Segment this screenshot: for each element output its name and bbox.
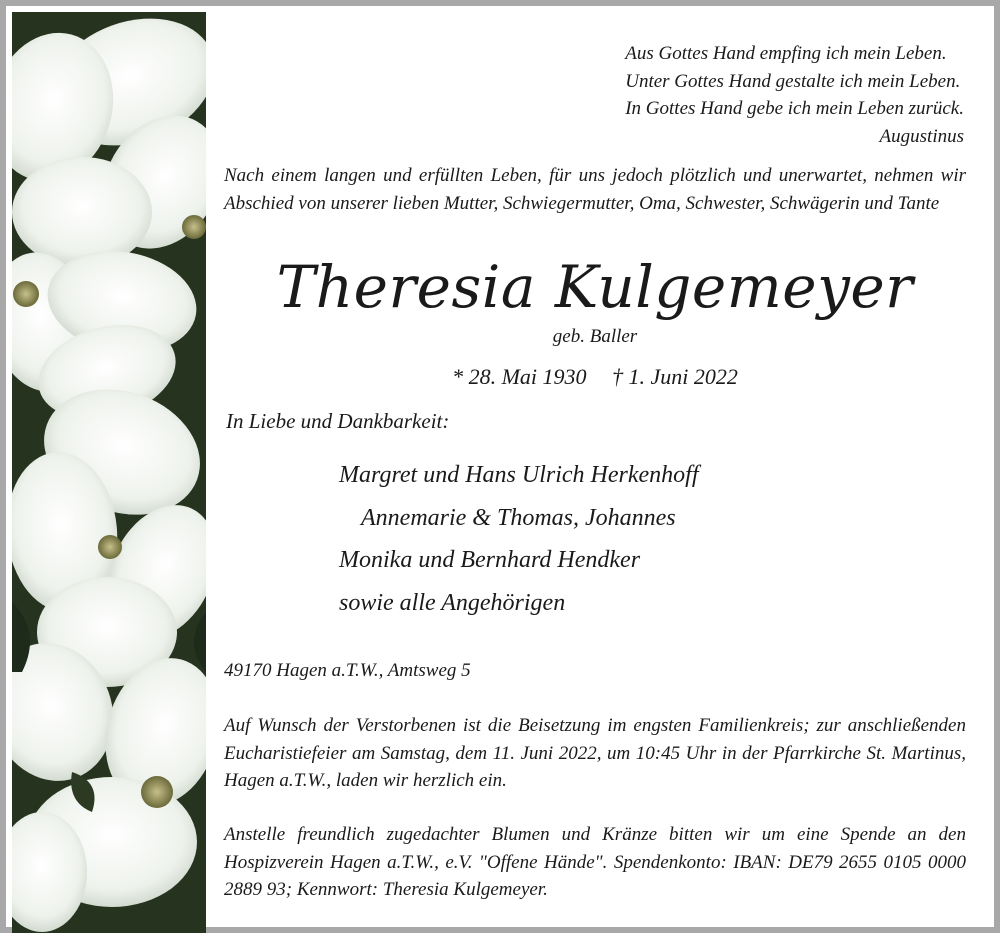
life-dates: [224, 362, 966, 392]
mourner-entry: Monika und Bernhard Hendker: [339, 547, 641, 573]
mourner-entry: Margret und Hans Ulrich Herkenhoff: [339, 462, 699, 488]
address: 49170 Hagen a.T.W., Amtsweg 5: [224, 660, 471, 681]
love-line: In Liebe und Dankbarkeit:: [226, 409, 450, 433]
obituary-text: [224, 6, 966, 939]
death-date: † 1. Juni 2022: [612, 364, 738, 389]
poem-quote: [625, 40, 964, 150]
birth-date: * 28. Mai 1930: [452, 364, 587, 389]
white-flowers-image: [12, 12, 206, 933]
mourners-list: [339, 454, 699, 624]
donation-notice: Anstelle freundlich zugedachter Blumen und Kränze bitten wir um eine Spende an den Hospizverein Hagen a.T.W., e.V. "Offene Hände". Spendenkonto: IBAN: DE79 2655 0105 0000 2889 93; Kennwort: Theresia Kulgemeyer.: [224, 824, 966, 900]
mourner-entry: sowie alle Angehörigen: [339, 589, 566, 616]
poem-line: Aus Gottes Hand empfing ich mein Leben.: [625, 43, 947, 64]
poem-line: Unter Gottes Hand gestalte ich mein Leben.: [625, 70, 961, 92]
deceased-name: Theresia Kulgemeyer: [276, 253, 914, 321]
maiden-name: geb. Baller: [552, 326, 638, 347]
flower-illustration: [12, 12, 206, 933]
poem-line: In Gottes Hand gebe ich mein Leben zurück.: [625, 98, 964, 119]
poem-author: Augustinus: [879, 125, 964, 147]
intro-paragraph: Nach einem langen und erfüllten Leben, für uns jedoch plötzlich und unerwartet, nehmen wir Abschied von unserer lieben Mutter, Schwiegermutter, Oma, Schwester, Schwägerin und Tante: [224, 165, 966, 214]
funeral-notice: Auf Wunsch der Verstorbenen ist die Beisetzung im engsten Familienkreis; zur anschließenden Eucharistiefeier am Samstag, dem 11. Juni 2022, um 10:45 Uhr in der Pfarrkirche St. Martinus, Hagen a.T.W., laden wir herzlich ein.: [224, 715, 966, 791]
mourner-entry: Annemarie & Thomas, Johannes: [361, 504, 676, 531]
